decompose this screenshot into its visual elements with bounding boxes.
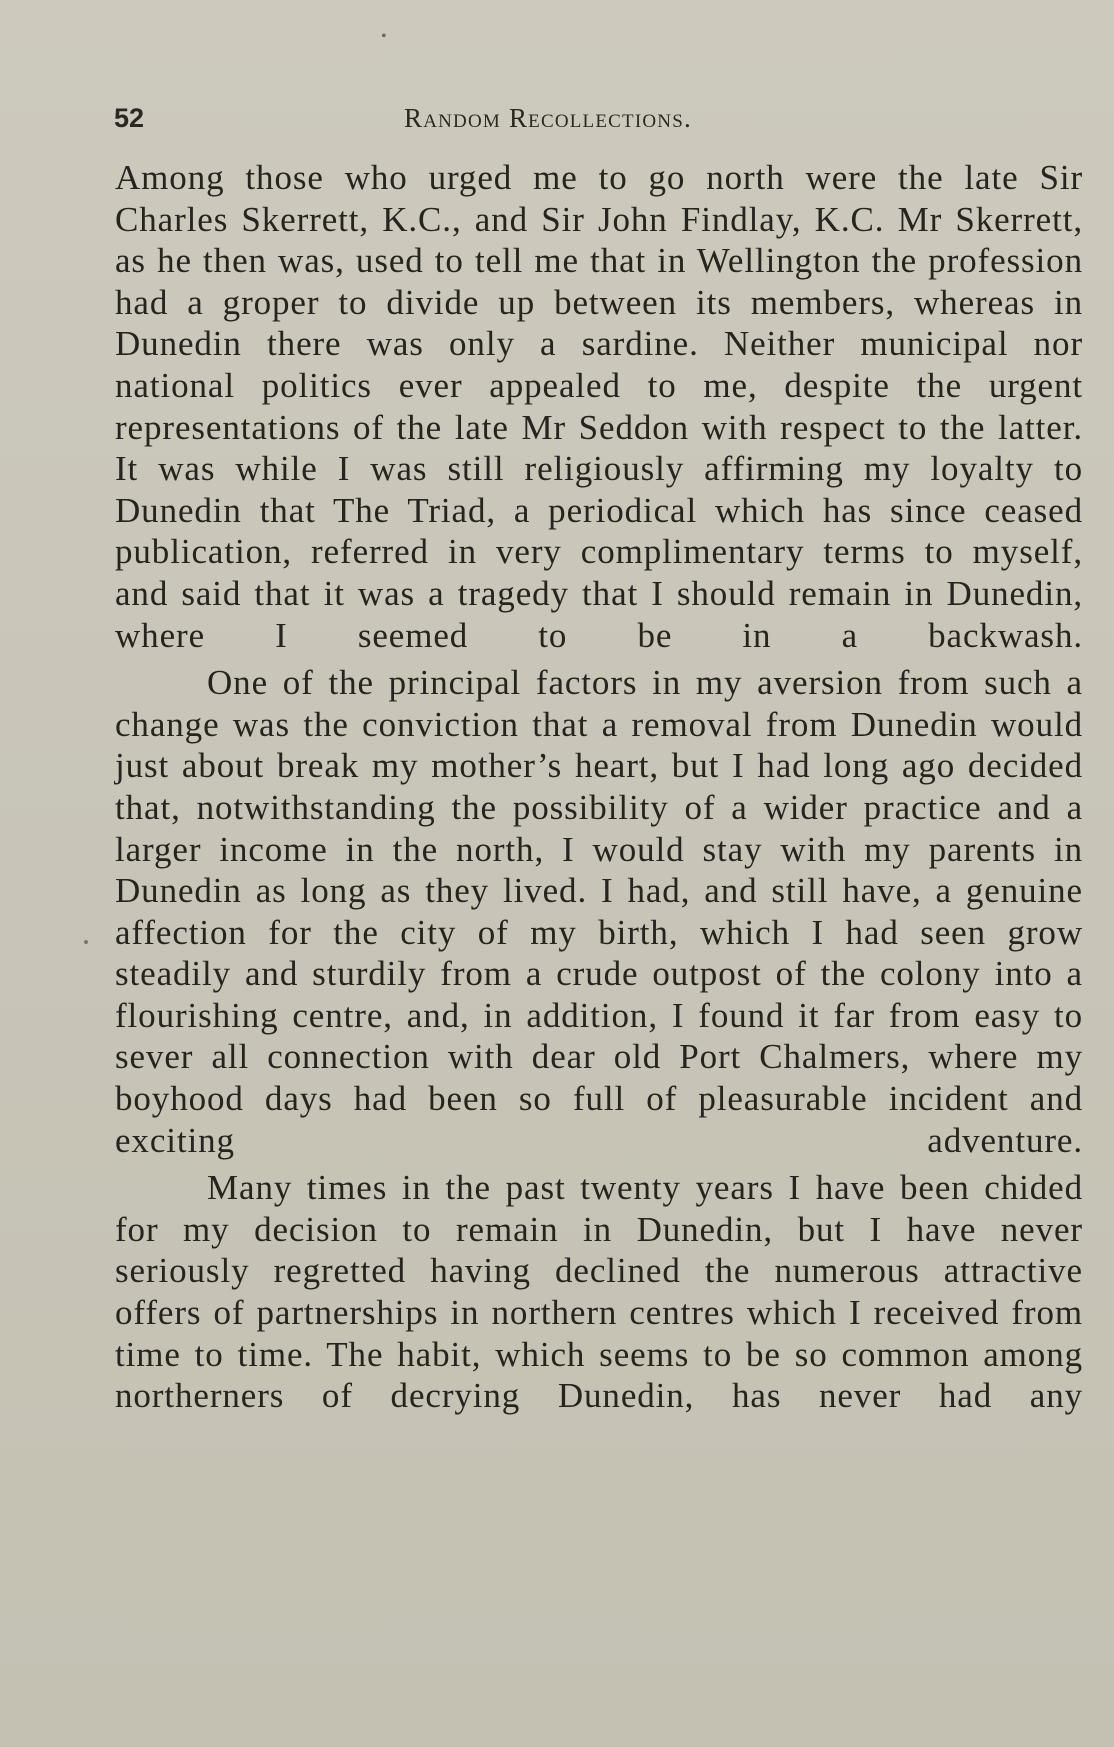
margin-mark bbox=[84, 940, 88, 944]
body-text bbox=[115, 157, 1083, 1423]
page-number: 52 bbox=[114, 103, 145, 133]
paragraph-1: Among those who urged me to go north were the late Sir Charles Skerrett, K.C., and Sir John Findlay, K.C. Mr Skerrett, as he then was, used to tell me that in Wellington the profession had a groper to divide up between its members, whereas in Dunedin there was only a sardine. Neither municipal nor national politics ever appealed to me, despite the urgent representations of the late Mr Seddon with respect to the latter. It was while I was still religiously affirming my loyalty to Dunedin that The Triad, a periodical which has since ceased publication, referred in very complimentary terms to myself, and said that it was a tragedy that I should remain in Dunedin, where I seemed to be in a backwash. bbox=[115, 158, 1083, 655]
ink-speck: • bbox=[381, 28, 387, 45]
page-header bbox=[114, 98, 1082, 142]
paragraph-3: Many times in the past twenty years I have been chided for my decision to remain in Dunedin, but I have never seriously regretted having declined the numerous attractive offers of partnerships in northern centres which I received from time to time. The habit, which seems to be so common among northerners of decrying Dunedin, has never had any bbox=[115, 1168, 1083, 1416]
running-title: Random Recollections. bbox=[404, 103, 692, 133]
paragraph-2: One of the principal factors in my aversion from such a change was the conviction that a removal from Dunedin would just about break my mother’s heart, but I had long ago decided that, notwithstanding the possibility of a wider practice and a larger income in the north, I would stay with my parents in Dunedin as long as they lived. I had, and still have, a genuine affection for the city of my birth, which I had seen grow steadily and sturdily from a crude outpost of the colony into a flourishing centre, and, in addition, I found it far from easy to sever all connection with dear old Port Chalmers, where my boyhood days had been so full of pleasurable incident and exciting adventure. bbox=[115, 663, 1083, 1160]
